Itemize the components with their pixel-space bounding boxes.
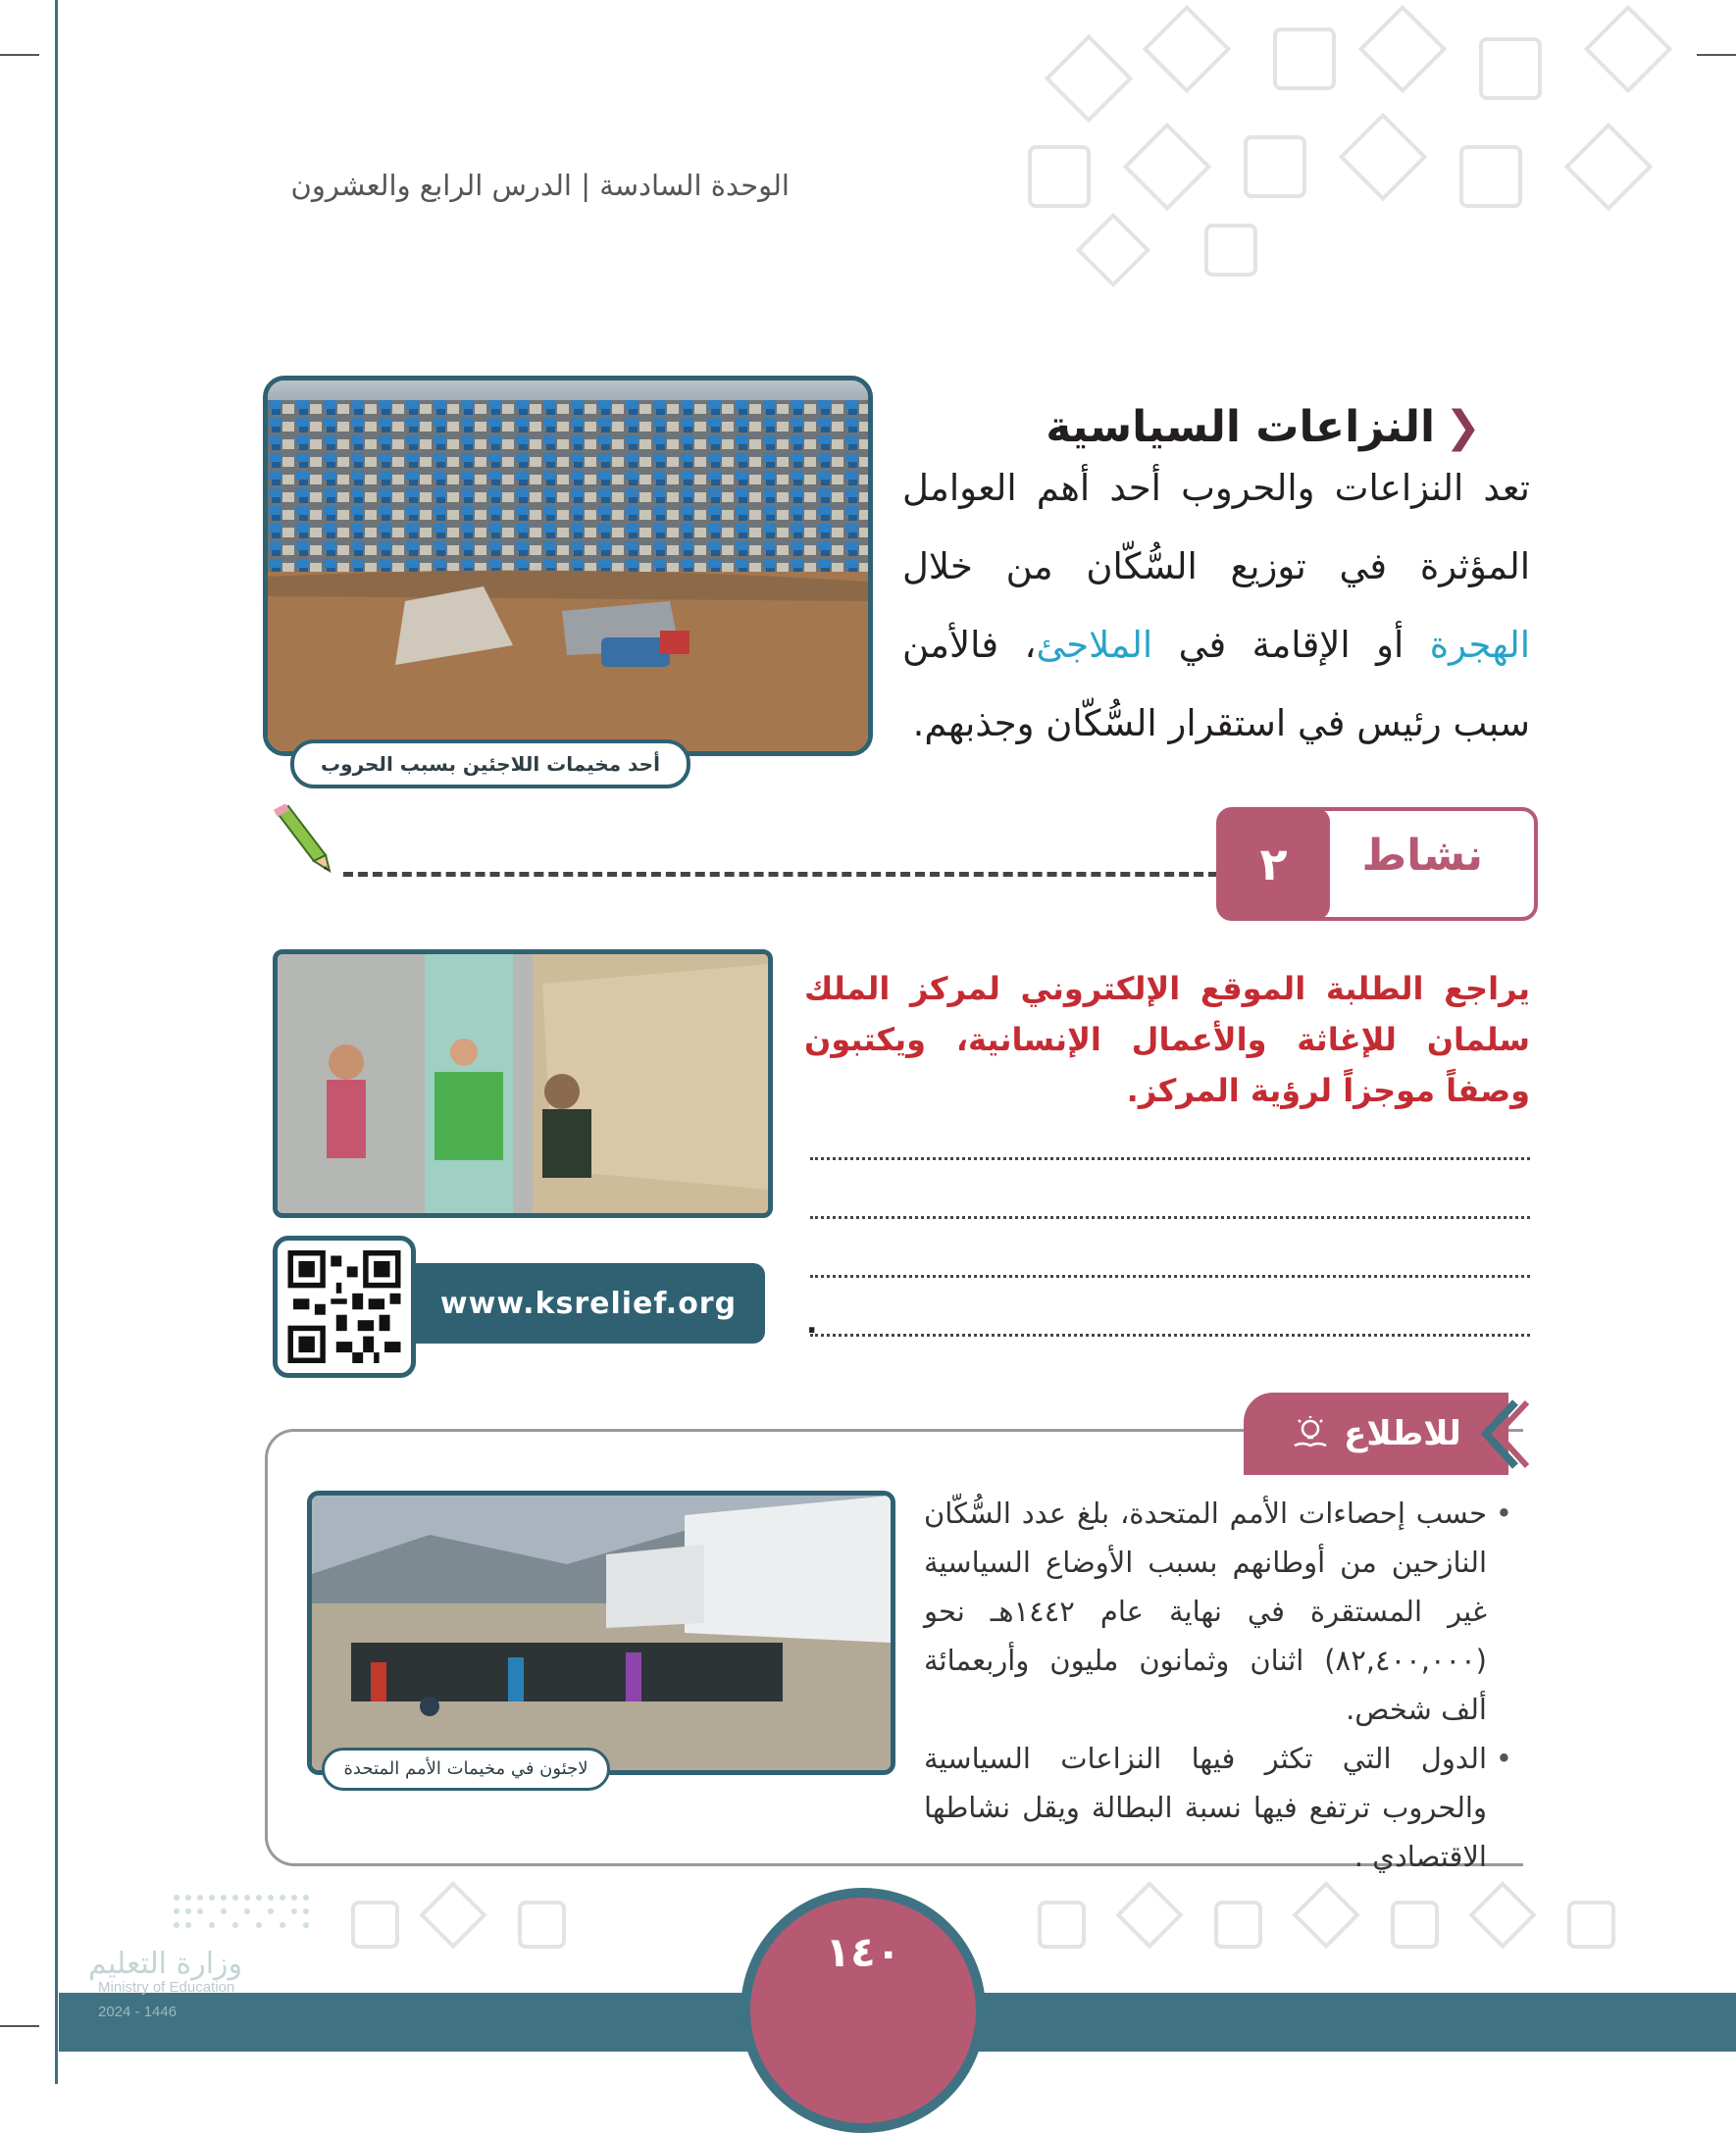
section-paragraph (902, 449, 1530, 763)
activity-box (1216, 807, 1538, 921)
qr-code[interactable] (273, 1236, 416, 1378)
term-shelters: الملاجئ (1036, 624, 1153, 666)
background-pattern (991, 0, 1736, 294)
info-bullet: • الدول التي تكثر فيها النزاعات السياسية والحروب ترتفع فيها نسبة البطالة ويقل نشاطها الاقتصادي . (924, 1734, 1512, 1881)
crop-mark (0, 2025, 39, 2027)
answer-end-mark: . (806, 1306, 818, 1341)
ministry-name-en: Ministry of Education (98, 1979, 235, 1996)
un-camp-illustration (312, 1496, 891, 1770)
activity-number: ٢ (1217, 808, 1330, 920)
answer-line[interactable] (810, 1275, 1530, 1278)
term-migration: الهجرة (1429, 624, 1531, 666)
activity-divider (343, 872, 1218, 877)
ksrelief-url[interactable]: www.ksrelief.org (392, 1263, 765, 1344)
info-tab-label: للاطلاع (1344, 1414, 1461, 1453)
info-bullet: • حسب إحصاءات الأمم المتحدة، بلغ عدد السُّكّان النازحين من أوطانهم بسبب الأوضاع السياسية غير المستقرة في نهاية عام ١٤٤٢هـ نحو (٨٢,٤٠٠,٠٠٠) اثنان وثمانون مليون وأربعمائة ألف شخص. (924, 1489, 1512, 1734)
un-camp-photo (307, 1491, 895, 1775)
section-title (1046, 402, 1481, 452)
aid-distribution-illustration (278, 954, 768, 1213)
paragraph-text: تعد النزاعات والحروب أحد أهم العوامل المؤثرة في توزيع السُّكّان من خلال (902, 467, 1530, 587)
refugee-camp-illustration (268, 381, 868, 751)
page-left-rule (55, 0, 58, 2084)
paragraph-text: ، فالأمن سبب رئيس في استقرار السُّكّان وجذبهم. (902, 624, 1530, 744)
refugee-camp-photo (263, 376, 873, 756)
answer-line[interactable] (810, 1334, 1530, 1337)
double-chevron-icon (1476, 1397, 1530, 1471)
crop-mark (0, 54, 39, 56)
ministry-name: وزارة التعليم (88, 1947, 243, 1981)
edition-year: 2024 - 1446 (98, 2004, 178, 2020)
unit-lesson-header: الوحدة السادسة | الدرس الرابع والعشرون (290, 169, 790, 202)
info-bullets (924, 1489, 1512, 1881)
activity-label: نشاط (1361, 831, 1483, 881)
answer-line[interactable] (810, 1157, 1530, 1160)
section-title-text: النزاعات السياسية (1046, 402, 1436, 452)
footer-pattern (294, 1844, 1736, 1991)
page-number: ١٤٠ (825, 1928, 901, 1976)
chevron-left-icon: ❮ (1445, 402, 1481, 452)
paragraph-text: أو الإقامة في (1152, 624, 1430, 666)
info-tab (1244, 1393, 1508, 1475)
ksrelief-aid-photo (273, 949, 773, 1218)
pencil-icon (265, 804, 333, 873)
un-photo-caption: لاجئون في مخيمات الأمم المتحدة (322, 1748, 610, 1791)
lightbulb-book-icon (1291, 1414, 1330, 1453)
activity-instructions: يراجع الطلبة الموقع الإلكتروني لمركز الملك سلمان للإغاثة والأعمال الإنسانية، ويكتبون وصفاً موجزاً لرؤية المركز. (804, 970, 1530, 1109)
ministry-logo-dots (167, 1888, 324, 1942)
photo-caption: أحد مخيمات اللاجئين بسبب الحروب (290, 739, 690, 788)
qr-code-icon (278, 1241, 411, 1373)
answer-line[interactable] (810, 1216, 1530, 1219)
page-number-badge (740, 1888, 986, 2133)
